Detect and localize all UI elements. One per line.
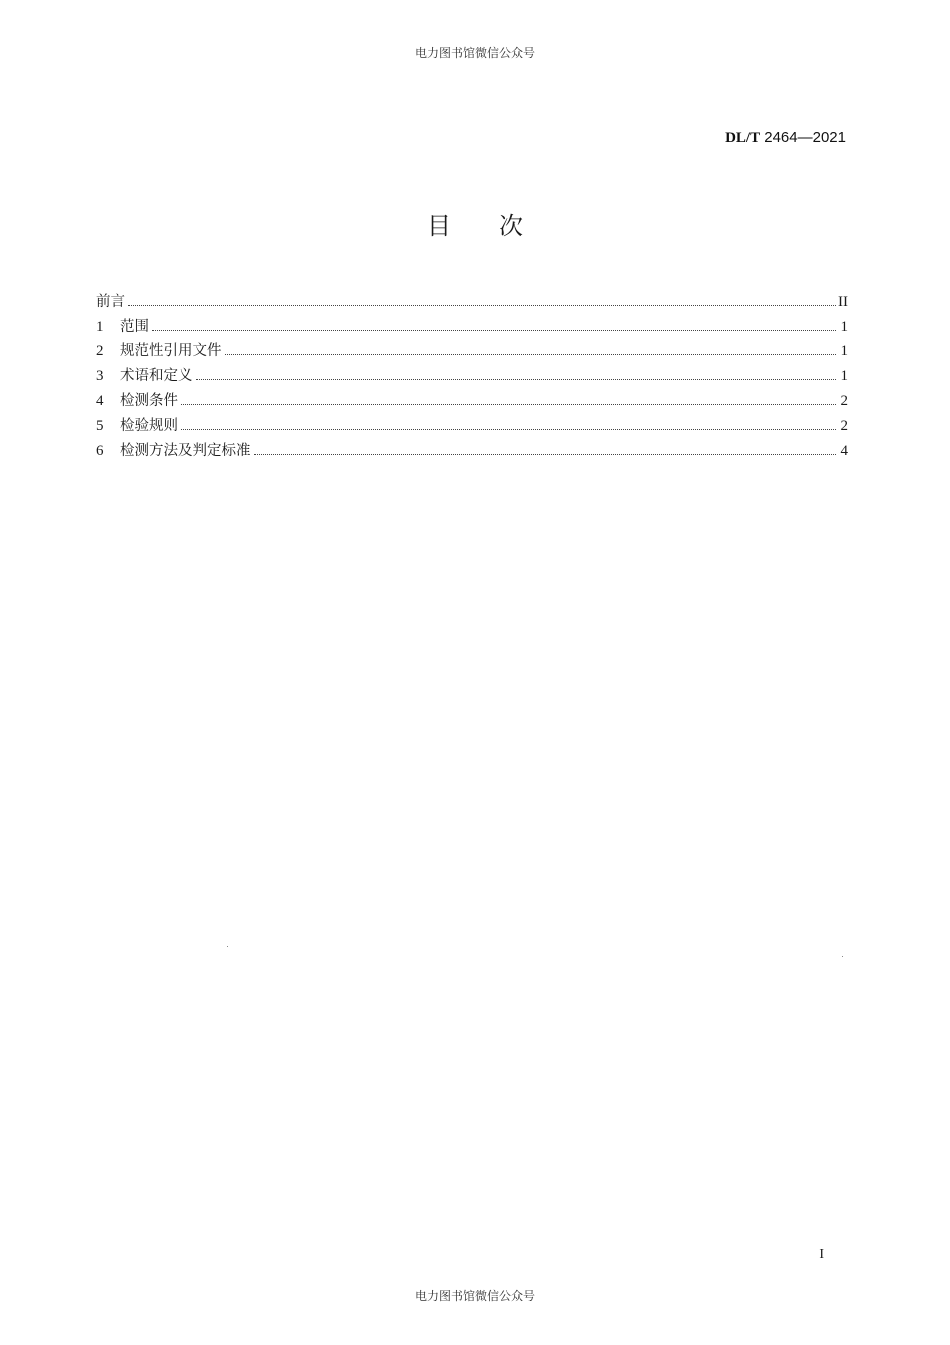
toc-entry-label: 检测方法及判定标准 bbox=[120, 442, 251, 459]
toc-leader-dots bbox=[181, 428, 836, 430]
scan-speck bbox=[227, 946, 228, 947]
toc-title bbox=[0, 206, 950, 241]
scan-speck bbox=[842, 956, 843, 957]
toc-entry-1[interactable] bbox=[96, 311, 848, 336]
toc-entry-page: 2 bbox=[840, 417, 848, 434]
toc-leader-dots bbox=[196, 378, 837, 380]
toc-entry-5[interactable] bbox=[96, 410, 848, 435]
header-watermark: 电力图书馆微信公众号 bbox=[414, 46, 535, 60]
toc-title-right: 次 bbox=[499, 212, 523, 240]
toc-entry-label: 检验规则 bbox=[120, 417, 178, 434]
toc-entry-preface[interactable] bbox=[96, 286, 848, 311]
toc-entry-page: 1 bbox=[840, 343, 848, 360]
toc-entry-page: II bbox=[838, 293, 848, 310]
toc-entry-label: 术语和定义 bbox=[120, 368, 193, 385]
toc-title-left: 目 bbox=[427, 212, 451, 240]
toc-entry-number: 6 bbox=[96, 442, 104, 459]
page-number: I bbox=[819, 1247, 824, 1262]
toc-leader-dots bbox=[152, 329, 836, 331]
toc-leader-dots bbox=[225, 353, 837, 355]
toc-leader-dots bbox=[128, 304, 836, 306]
toc-leader-dots bbox=[181, 403, 836, 405]
toc-entry-page: 4 bbox=[840, 442, 848, 459]
toc-leader-dots bbox=[254, 453, 837, 455]
toc-entry-number: 2 bbox=[96, 343, 104, 360]
toc-entry-number: 4 bbox=[96, 392, 104, 409]
table-of-contents bbox=[96, 286, 848, 460]
toc-entry-label: 规范性引用文件 bbox=[120, 343, 222, 360]
toc-entry-number: 5 bbox=[96, 417, 104, 434]
toc-entry-2[interactable] bbox=[96, 336, 848, 361]
document-code-prefix: DL/T bbox=[725, 130, 761, 146]
footer-watermark: 电力图书馆微信公众号 bbox=[414, 1289, 535, 1303]
toc-entry-page: 2 bbox=[840, 392, 848, 409]
toc-entry-label: 范围 bbox=[120, 318, 149, 335]
toc-entry-label: 前言 bbox=[96, 293, 125, 310]
toc-entry-page: 1 bbox=[840, 318, 848, 335]
toc-entry-number: 3 bbox=[96, 368, 104, 385]
toc-entry-label: 检测条件 bbox=[120, 392, 178, 409]
document-code-number: 2464—2021 bbox=[764, 129, 846, 146]
toc-entry-3[interactable] bbox=[96, 360, 848, 385]
toc-entry-4[interactable] bbox=[96, 385, 848, 410]
toc-entry-number: 1 bbox=[96, 318, 104, 335]
document-code bbox=[725, 129, 846, 147]
toc-entry-page: 1 bbox=[840, 368, 848, 385]
toc-entry-6[interactable] bbox=[96, 435, 848, 460]
